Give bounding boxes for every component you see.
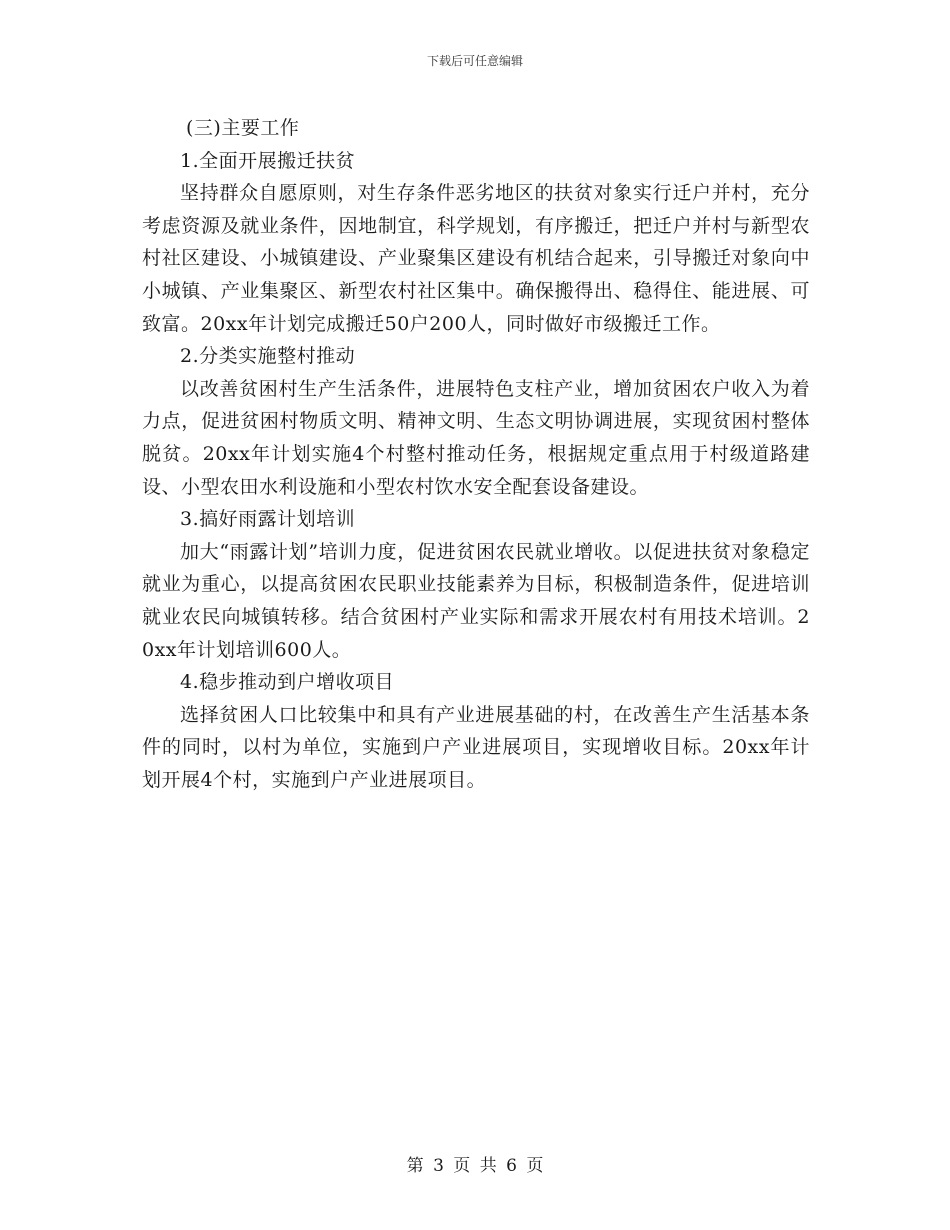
page-header: 下载后可任意编辑	[426, 54, 523, 68]
section-title: (三)主要工作	[186, 117, 300, 139]
item-paragraph-4: 选择贫困人口比较集中和具有产业进展基础的村，在改善生产生活基本条件的同时，以村为单位，实施到户产业进展项目，实现增收目标。20xx年计划开展4个村，实施到户产业进展项目。	[142, 703, 810, 791]
page-number: 第 3 页 共 6 页	[406, 1156, 544, 1176]
item-paragraph-2: 以改善贫困村生产生活条件，进展特色支柱产业，增加贫困农户收入为着力点，促进贫困村物质文明、精神文明、生态文明协调进展，实现贫困村整体脱贫。20xx年计划实施4个村整村推动任务，根据规定重点用于村级道路建设、小型农田水利设施和小型农村饮水安全配套设备建设。	[142, 377, 810, 498]
item-paragraph-3: 加大“雨露计划”培训力度，促进贫困农民就业增收。以促进扶贫对象稳定就业为重心，以提高贫困农民职业技能素养为目标，积极制造条件，促进培训就业农民向城镇转移。结合贫困村产业实际和需求开展农村有用技术培训。20xx年计划培训600人。	[142, 540, 810, 661]
item-heading-2: 2.分类实施整村推动	[180, 345, 356, 368]
item-heading-3: 3.搞好雨露计划培训	[180, 508, 356, 531]
item-heading-1: 1.全面开展搬迁扶贫	[180, 149, 356, 172]
document-body	[142, 112, 810, 796]
item-paragraph-1: 坚持群众自愿原则，对生存条件恶劣地区的扶贫对象实行迁户并村，充分考虑资源及就业条件，因地制宜，科学规划，有序搬迁，把迁户并村与新型农村社区建设、小城镇建设、产业聚集区建设有机结合起来，引导搬迁对象向中小城镇、产业集聚区、新型农村社区集中。确保搬得出、稳得住、能进展、可致富。20xx年计划完成搬迁50户200人，同时做好市级搬迁工作。	[142, 182, 810, 335]
item-heading-4: 4.稳步推动到户增收项目	[180, 671, 395, 694]
